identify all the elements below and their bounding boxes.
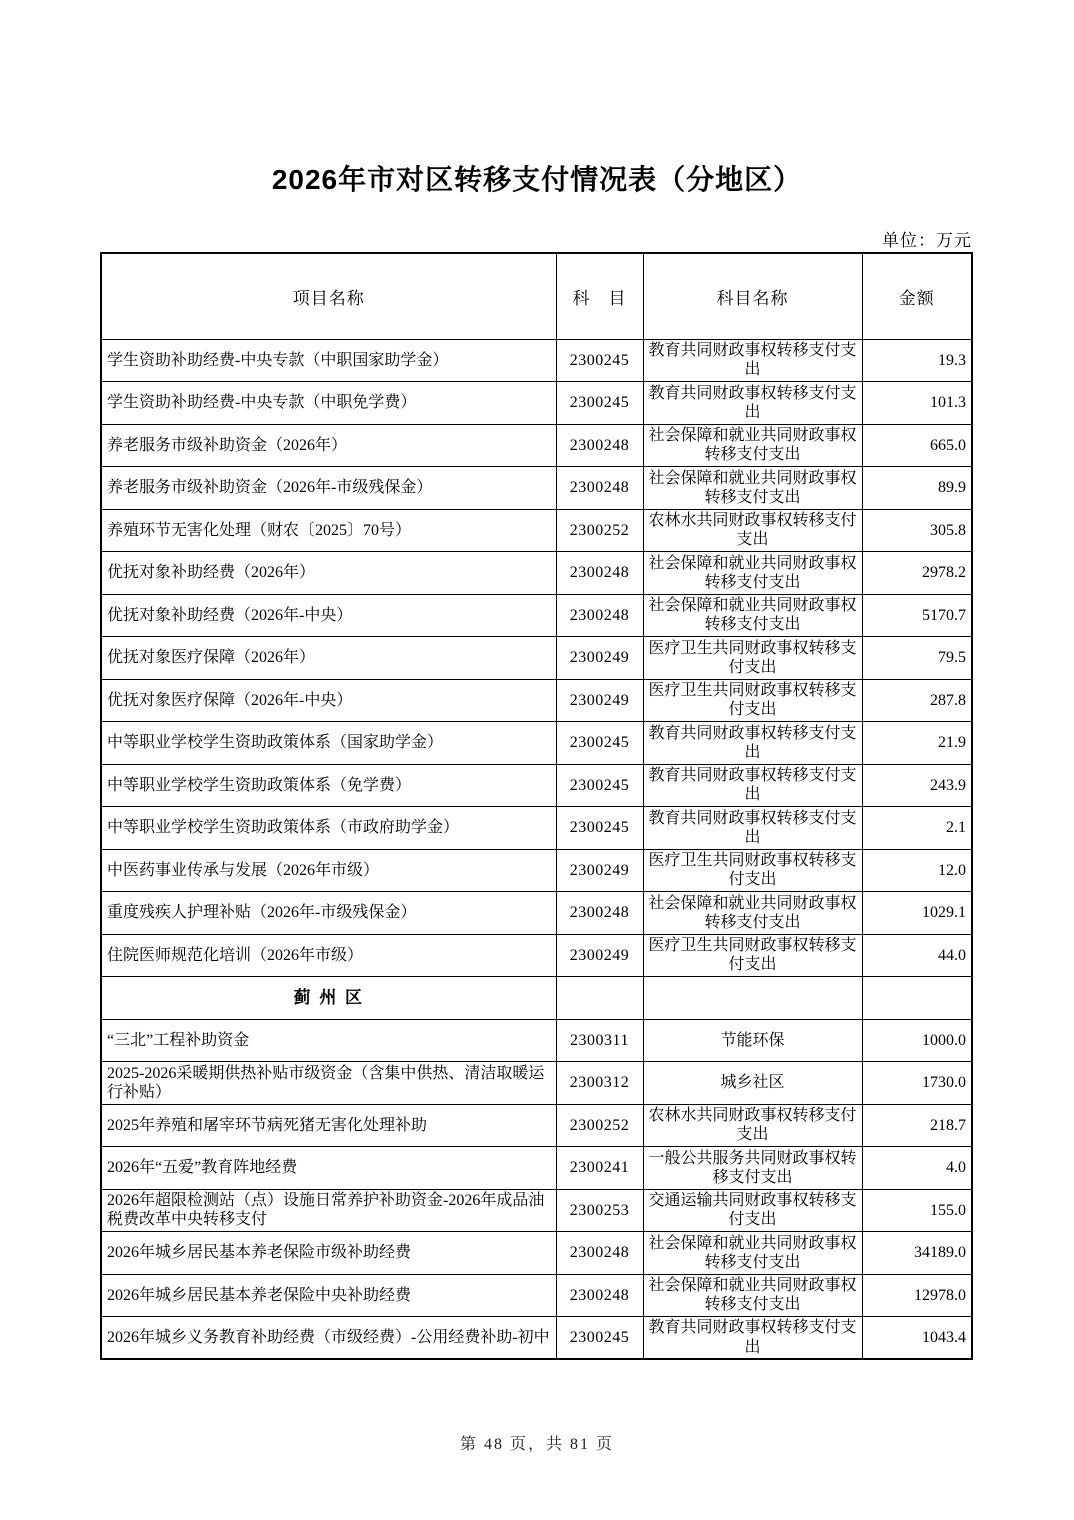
project-name-cell: 优抚对象补助经费（2026年-中央） bbox=[101, 594, 556, 637]
subject-name-cell: 教育共同财政事权转移支付支出 bbox=[643, 339, 862, 382]
subject-name-cell: 社会保障和就业共同财政事权转移支付支出 bbox=[643, 467, 862, 510]
table-row bbox=[101, 849, 972, 892]
subject-name-cell bbox=[643, 977, 862, 1020]
amount-cell bbox=[862, 977, 972, 1020]
table-row bbox=[101, 637, 972, 680]
subject-code-cell: 2300253 bbox=[556, 1189, 643, 1232]
table-row bbox=[101, 382, 972, 425]
project-name-cell: 重度残疾人护理补贴（2026年-市级残保金） bbox=[101, 892, 556, 935]
amount-cell: 2978.2 bbox=[862, 552, 972, 595]
subject-code-cell: 2300249 bbox=[556, 679, 643, 722]
transfer-payment-table bbox=[100, 252, 973, 1360]
project-name-cell: 2026年城乡义务教育补助经费（市级经费）-公用经费补助-初中 bbox=[101, 1317, 556, 1360]
subject-code-cell bbox=[556, 977, 643, 1020]
table-row bbox=[101, 424, 972, 467]
amount-cell: 5170.7 bbox=[862, 594, 972, 637]
table-row bbox=[101, 467, 972, 510]
project-name-cell: 养老服务市级补助资金（2026年） bbox=[101, 424, 556, 467]
subject-name-cell: 教育共同财政事权转移支付支出 bbox=[643, 722, 862, 765]
project-name-cell: 蓟 州 区 bbox=[101, 977, 556, 1020]
amount-cell: 1043.4 bbox=[862, 1317, 972, 1360]
subject-name-cell: 交通运输共同财政事权转移支付支出 bbox=[643, 1189, 862, 1232]
subject-code-cell: 2300311 bbox=[556, 1019, 643, 1062]
subject-name-cell: 农林水共同财政事权转移支付支出 bbox=[643, 1104, 862, 1147]
subject-name-cell: 医疗卫生共同财政事权转移支付支出 bbox=[643, 849, 862, 892]
project-name-cell: 2026年城乡居民基本养老保险市级补助经费 bbox=[101, 1232, 556, 1275]
table-row bbox=[101, 722, 972, 765]
col-header-amount: 金额 bbox=[862, 253, 972, 339]
table-body bbox=[101, 339, 972, 1359]
subject-name-cell: 教育共同财政事权转移支付支出 bbox=[643, 1317, 862, 1360]
project-name-cell: 优抚对象医疗保障（2026年-中央） bbox=[101, 679, 556, 722]
subject-name-cell: 教育共同财政事权转移支付支出 bbox=[643, 807, 862, 850]
amount-cell: 218.7 bbox=[862, 1104, 972, 1147]
subject-name-cell: 医疗卫生共同财政事权转移支付支出 bbox=[643, 934, 862, 977]
table-row bbox=[101, 552, 972, 595]
subject-code-cell: 2300248 bbox=[556, 467, 643, 510]
subject-code-cell: 2300249 bbox=[556, 849, 643, 892]
project-name-cell: 2025年养殖和屠宰环节病死猪无害化处理补助 bbox=[101, 1104, 556, 1147]
project-name-cell: 中等职业学校学生资助政策体系（市政府助学金） bbox=[101, 807, 556, 850]
subject-name-cell: 社会保障和就业共同财政事权转移支付支出 bbox=[643, 892, 862, 935]
amount-cell: 12978.0 bbox=[862, 1274, 972, 1317]
amount-cell: 155.0 bbox=[862, 1189, 972, 1232]
subject-name-cell: 农林水共同财政事权转移支付支出 bbox=[643, 509, 862, 552]
amount-cell: 12.0 bbox=[862, 849, 972, 892]
subject-code-cell: 2300245 bbox=[556, 339, 643, 382]
header-row bbox=[101, 253, 972, 339]
subject-code-cell: 2300245 bbox=[556, 722, 643, 765]
subject-code-cell: 2300252 bbox=[556, 509, 643, 552]
unit-label: 单位：万元 bbox=[882, 231, 972, 250]
amount-cell: 44.0 bbox=[862, 934, 972, 977]
table-row bbox=[101, 1232, 972, 1275]
subject-code-cell: 2300245 bbox=[556, 1317, 643, 1360]
page-number: 第 48 页，共 81 页 bbox=[459, 1436, 614, 1453]
project-name-cell: 2025-2026采暖期供热补贴市级资金（含集中供热、清洁取暖运行补贴） bbox=[101, 1062, 556, 1105]
amount-cell: 1730.0 bbox=[862, 1062, 972, 1105]
subject-code-cell: 2300248 bbox=[556, 1232, 643, 1275]
amount-cell: 665.0 bbox=[862, 424, 972, 467]
subject-name-cell: 社会保障和就业共同财政事权转移支付支出 bbox=[643, 424, 862, 467]
project-name-cell: 学生资助补助经费-中央专款（中职免学费） bbox=[101, 382, 556, 425]
subject-name-cell: 医疗卫生共同财政事权转移支付支出 bbox=[643, 679, 862, 722]
subject-name-cell: 社会保障和就业共同财政事权转移支付支出 bbox=[643, 1232, 862, 1275]
project-name-cell: 中等职业学校学生资助政策体系（免学费） bbox=[101, 764, 556, 807]
subject-code-cell: 2300248 bbox=[556, 424, 643, 467]
col-header-project-name: 项目名称 bbox=[101, 253, 556, 339]
subject-code-cell: 2300241 bbox=[556, 1147, 643, 1190]
page-title: 2026年市对区转移支付情况表（分地区） bbox=[271, 164, 803, 195]
col-header-subject-name: 科目名称 bbox=[643, 253, 862, 339]
subject-code-cell: 2300248 bbox=[556, 1274, 643, 1317]
table-row bbox=[101, 892, 972, 935]
col-header-subject-code: 科 目 bbox=[556, 253, 643, 339]
amount-cell: 305.8 bbox=[862, 509, 972, 552]
project-name-cell: 优抚对象补助经费（2026年） bbox=[101, 552, 556, 595]
table-row bbox=[101, 1317, 972, 1360]
project-name-cell: 中医药事业传承与发展（2026年市级） bbox=[101, 849, 556, 892]
project-name-cell: 养老服务市级补助资金（2026年-市级残保金） bbox=[101, 467, 556, 510]
table-row bbox=[101, 1147, 972, 1190]
table-row bbox=[101, 1062, 972, 1105]
subject-name-cell: 社会保障和就业共同财政事权转移支付支出 bbox=[643, 1274, 862, 1317]
amount-cell: 1029.1 bbox=[862, 892, 972, 935]
table-row bbox=[101, 594, 972, 637]
subject-name-cell: 一般公共服务共同财政事权转移支付支出 bbox=[643, 1147, 862, 1190]
amount-cell: 101.3 bbox=[862, 382, 972, 425]
project-name-cell: 学生资助补助经费-中央专款（中职国家助学金） bbox=[101, 339, 556, 382]
subject-name-cell: 节能环保 bbox=[643, 1019, 862, 1062]
amount-cell: 89.9 bbox=[862, 467, 972, 510]
amount-cell: 21.9 bbox=[862, 722, 972, 765]
subject-code-cell: 2300248 bbox=[556, 892, 643, 935]
subject-code-cell: 2300245 bbox=[556, 382, 643, 425]
subject-name-cell: 教育共同财政事权转移支付支出 bbox=[643, 764, 862, 807]
subject-name-cell: 医疗卫生共同财政事权转移支付支出 bbox=[643, 637, 862, 680]
table-row bbox=[101, 1274, 972, 1317]
table-row bbox=[101, 1019, 972, 1062]
subject-code-cell: 2300248 bbox=[556, 594, 643, 637]
subject-code-cell: 2300249 bbox=[556, 637, 643, 680]
section-row bbox=[101, 977, 972, 1020]
table-row bbox=[101, 1104, 972, 1147]
project-name-cell: 优抚对象医疗保障（2026年） bbox=[101, 637, 556, 680]
table-row bbox=[101, 764, 972, 807]
table-row bbox=[101, 509, 972, 552]
table-row bbox=[101, 679, 972, 722]
amount-cell: 19.3 bbox=[862, 339, 972, 382]
amount-cell: 79.5 bbox=[862, 637, 972, 680]
subject-code-cell: 2300245 bbox=[556, 764, 643, 807]
amount-cell: 1000.0 bbox=[862, 1019, 972, 1062]
table-row bbox=[101, 934, 972, 977]
project-name-cell: 2026年超限检测站（点）设施日常养护补助资金-2026年成品油税费改革中央转移支付 bbox=[101, 1189, 556, 1232]
project-name-cell: 中等职业学校学生资助政策体系（国家助学金） bbox=[101, 722, 556, 765]
amount-cell: 287.8 bbox=[862, 679, 972, 722]
project-name-cell: “三北”工程补助资金 bbox=[101, 1019, 556, 1062]
amount-cell: 34189.0 bbox=[862, 1232, 972, 1275]
subject-code-cell: 2300248 bbox=[556, 552, 643, 595]
subject-code-cell: 2300252 bbox=[556, 1104, 643, 1147]
subject-name-cell: 社会保障和就业共同财政事权转移支付支出 bbox=[643, 594, 862, 637]
subject-name-cell: 教育共同财政事权转移支付支出 bbox=[643, 382, 862, 425]
project-name-cell: 住院医师规范化培训（2026年市级） bbox=[101, 934, 556, 977]
amount-cell: 243.9 bbox=[862, 764, 972, 807]
amount-cell: 2.1 bbox=[862, 807, 972, 850]
project-name-cell: 2026年城乡居民基本养老保险中央补助经费 bbox=[101, 1274, 556, 1317]
project-name-cell: 养殖环节无害化处理（财农〔2025〕70号） bbox=[101, 509, 556, 552]
table-header bbox=[101, 253, 972, 339]
subject-name-cell: 社会保障和就业共同财政事权转移支付支出 bbox=[643, 552, 862, 595]
subject-code-cell: 2300245 bbox=[556, 807, 643, 850]
amount-cell: 4.0 bbox=[862, 1147, 972, 1190]
table-row bbox=[101, 1189, 972, 1232]
table-row bbox=[101, 339, 972, 382]
project-name-cell: 2026年“五爱”教育阵地经费 bbox=[101, 1147, 556, 1190]
subject-code-cell: 2300312 bbox=[556, 1062, 643, 1105]
subject-name-cell: 城乡社区 bbox=[643, 1062, 862, 1105]
subject-code-cell: 2300249 bbox=[556, 934, 643, 977]
table-row bbox=[101, 807, 972, 850]
